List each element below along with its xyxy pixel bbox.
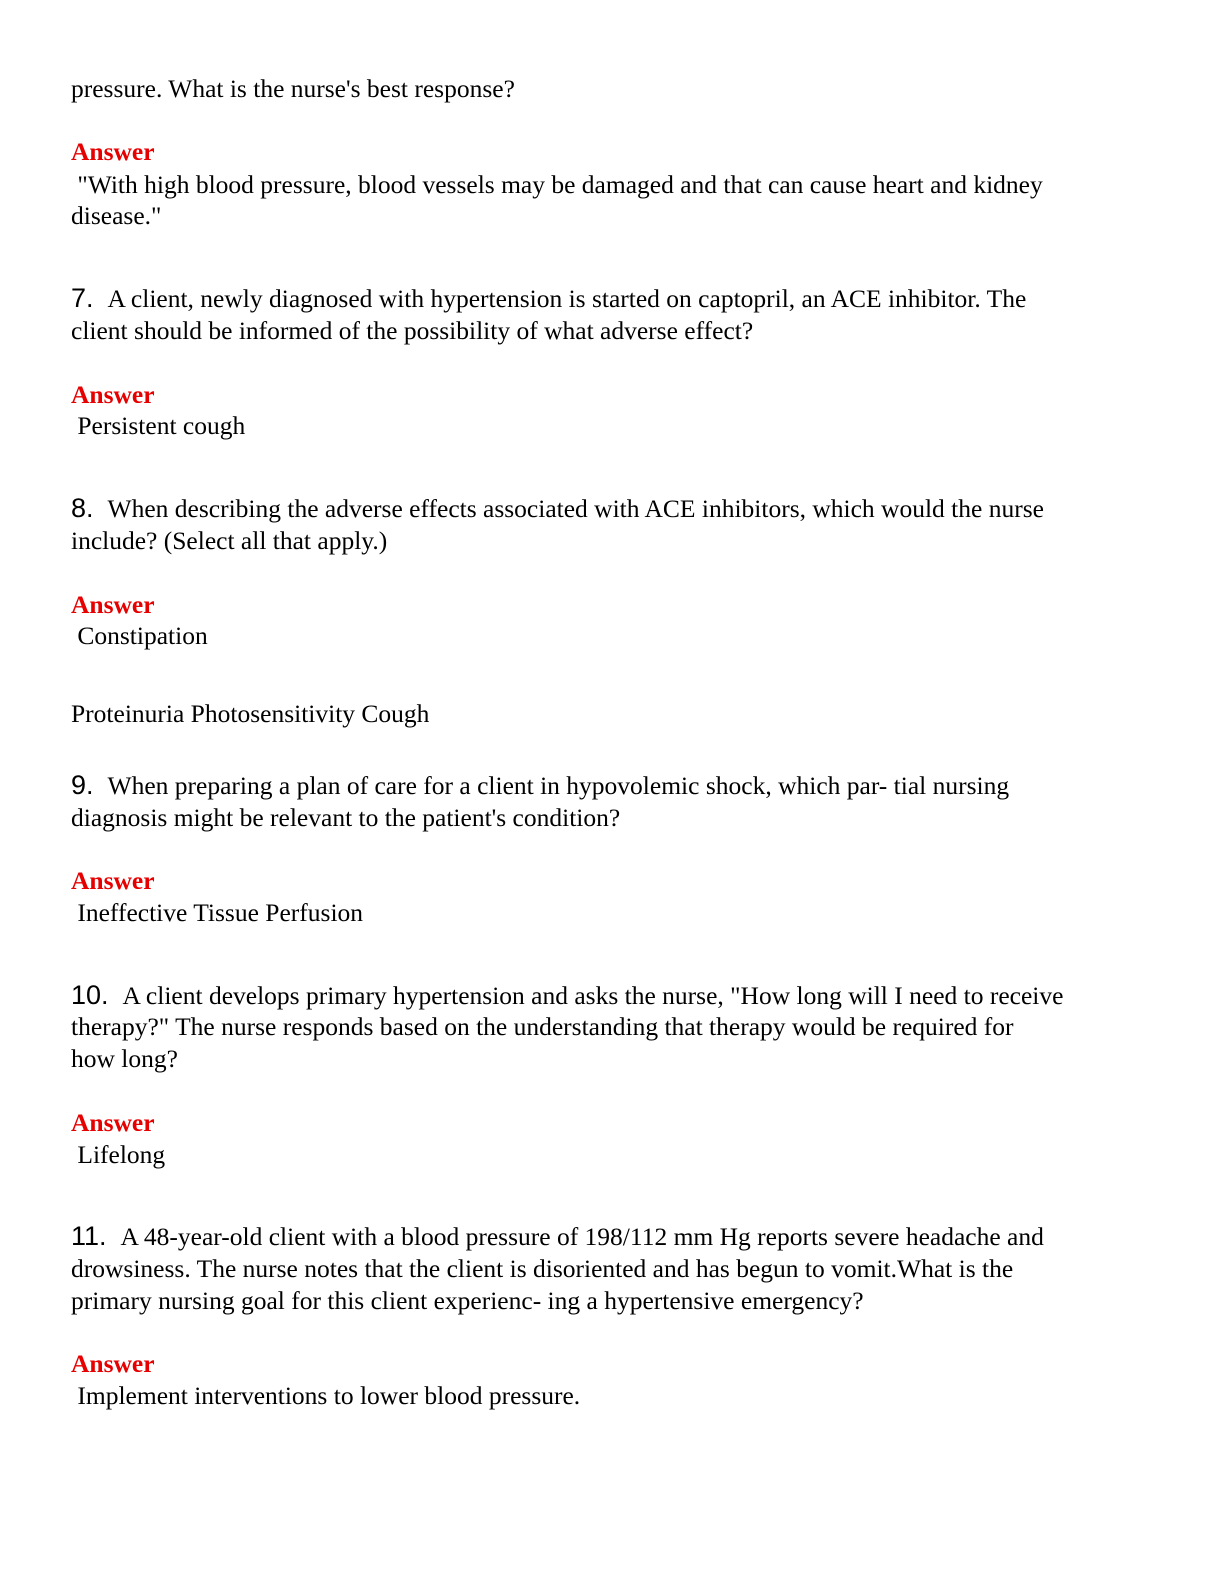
answer-6-line-1: "With high blood pressure, blood vessels may be damaged and that can cause heart and kidney xyxy=(71,170,1043,199)
answer-9: Ineffective Tissue Perfusion xyxy=(71,898,364,927)
answer-label-11: Answer xyxy=(71,1349,155,1378)
question-9-line-2: diagnosis might be relevant to the patient's condition? xyxy=(71,803,621,832)
answer-label-7: Answer xyxy=(71,380,155,409)
question-7-line-2: client should be informed of the possibility of what adverse effect? xyxy=(71,316,754,345)
answer-11: Implement interventions to lower blood pressure. xyxy=(71,1381,581,1410)
question-7-number: 7. xyxy=(71,283,94,313)
question-10-line-3: how long? xyxy=(71,1044,178,1073)
answer-label-8: Answer xyxy=(71,590,155,619)
question-11-line-2: drowsiness. The nurse notes that the client is disoriented and has begun to vomit.What is the xyxy=(71,1254,1014,1283)
question-8-line-1 xyxy=(71,493,1044,524)
question-9-number: 9. xyxy=(71,770,94,800)
question-6-continuation: pressure. What is the nurse's best response? xyxy=(71,74,515,103)
question-10-line-2: therapy?" The nurse responds based on the understanding that therapy would be required for xyxy=(71,1012,1014,1041)
question-10-line-1 xyxy=(71,980,1063,1011)
answer-8: Constipation xyxy=(71,621,208,650)
question-11-text: A 48-year-old client with a blood pressure of 198/112 mm Hg reports severe headache and xyxy=(120,1222,1044,1251)
question-9-line-1 xyxy=(71,770,1009,801)
question-9-text: When preparing a plan of care for a client in hypovolemic shock, which par- tial nursing xyxy=(107,771,1010,800)
question-11-line-1 xyxy=(71,1221,1044,1252)
question-7-text: A client, newly diagnosed with hypertension is started on captopril, an ACE inhibitor. The xyxy=(107,284,1027,313)
answer-label-9: Answer xyxy=(71,866,155,895)
answer-8-options: Proteinuria Photosensitivity Cough xyxy=(71,699,430,728)
question-8-number: 8. xyxy=(71,493,94,523)
answer-label-10: Answer xyxy=(71,1108,155,1137)
question-11-line-3: primary nursing goal for this client experienc- ing a hypertensive emergency? xyxy=(71,1286,864,1315)
question-10-number: 10. xyxy=(71,980,109,1010)
answer-6-line-2: disease." xyxy=(71,201,162,230)
answer-label-6: Answer xyxy=(71,137,155,166)
question-8-line-2: include? (Select all that apply.) xyxy=(71,526,388,555)
question-8-text: When describing the adverse effects associated with ACE inhibitors, which would the nurse xyxy=(107,494,1044,523)
question-11-number: 11. xyxy=(71,1221,107,1251)
answer-7: Persistent cough xyxy=(71,411,246,440)
question-7-line-1 xyxy=(71,283,1026,314)
question-10-text: A client develops primary hypertension and asks the nurse, "How long will I need to receive xyxy=(122,981,1064,1010)
answer-10: Lifelong xyxy=(71,1140,166,1169)
